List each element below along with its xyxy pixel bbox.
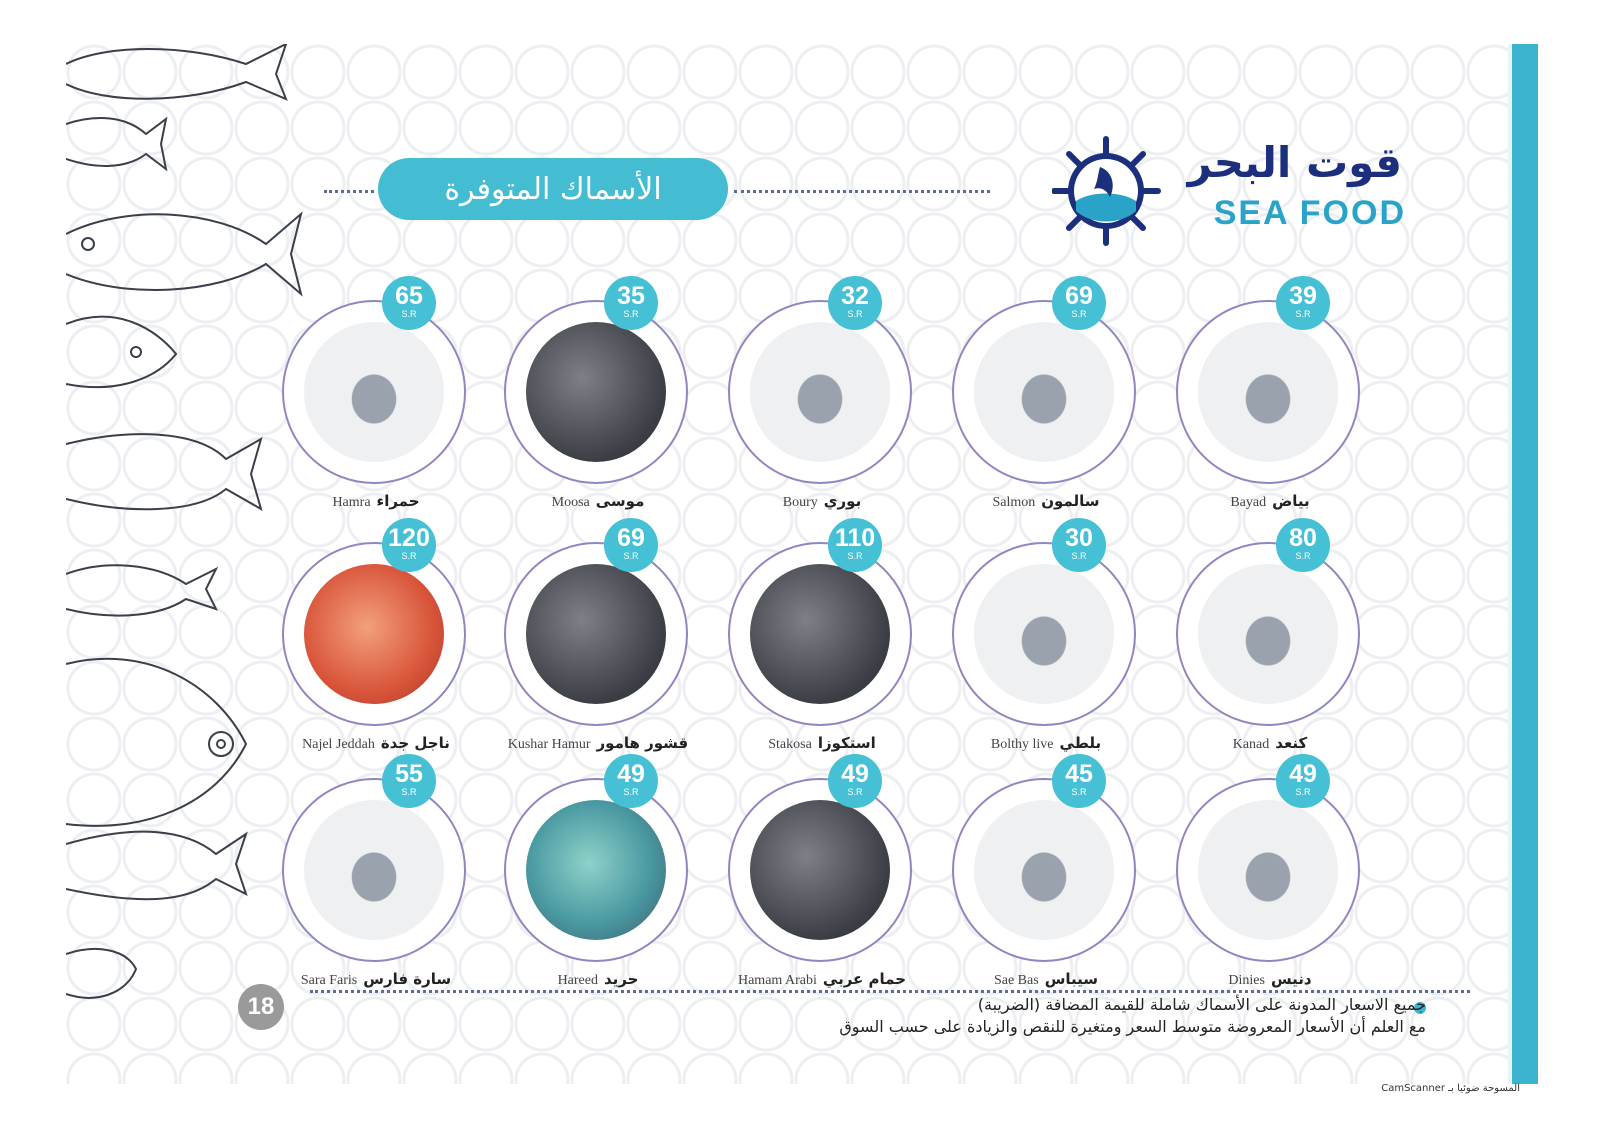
fish-name-arabic: حريد — [603, 970, 639, 988]
fish-card — [946, 754, 1146, 994]
fish-name-arabic: حمراء — [376, 492, 420, 510]
fish-name-arabic: ناجل جدة — [380, 734, 450, 752]
price-value: 69 — [617, 524, 645, 552]
fish-name-arabic: بلطي — [1059, 734, 1102, 752]
price-value: 120 — [388, 524, 430, 552]
price-value: 45 — [1065, 760, 1093, 788]
right-color-band — [1512, 44, 1538, 1084]
fish-name-english: Kanad — [1232, 737, 1270, 752]
fish-name-english: Boury — [782, 495, 818, 510]
scanner-watermark: المسوحة ضوئيا بـ CamScanner — [1381, 1083, 1520, 1094]
price-value: 49 — [1289, 760, 1317, 788]
fish-label — [276, 734, 476, 753]
fish-card — [1170, 754, 1370, 994]
fish-label — [946, 734, 1146, 753]
fish-card — [946, 276, 1146, 516]
price-note-line-2: مع العلم أن الأسعار المعروضة متوسط السعر ومتغيرة للنقص والزيادة على حسب السوق — [839, 1017, 1426, 1036]
fish-photo — [304, 800, 444, 940]
fish-name-english: Moosa — [551, 495, 590, 510]
fish-photo — [304, 564, 444, 704]
price-currency: S.R — [1071, 787, 1087, 797]
fish-photo — [526, 564, 666, 704]
fish-card — [498, 518, 698, 758]
fish-label — [946, 970, 1146, 989]
fish-name-english: Sae Bas — [993, 973, 1039, 988]
price-badge — [828, 754, 882, 808]
price-badge — [828, 276, 882, 330]
fish-photo — [526, 322, 666, 462]
price-value: 110 — [834, 524, 876, 552]
fish-photo — [1198, 564, 1338, 704]
page-title: الأسماك المتوفرة — [378, 158, 728, 220]
fish-name-arabic: سالمون — [1041, 492, 1100, 510]
fish-name-english: Najel Jeddah — [302, 737, 375, 752]
price-currency: S.R — [1071, 309, 1087, 319]
fish-card — [722, 518, 922, 758]
fish-name-english: Bolthy live — [990, 737, 1054, 752]
price-currency: S.R — [1071, 551, 1087, 561]
fish-name-arabic: سيباس — [1044, 970, 1099, 988]
price-value: 32 — [841, 282, 869, 310]
fish-name-english: Hareed — [557, 973, 598, 988]
fish-photo — [1198, 800, 1338, 940]
fish-photo — [974, 564, 1114, 704]
price-badge — [382, 518, 436, 572]
fish-label — [498, 734, 698, 753]
price-badge — [1276, 276, 1330, 330]
fish-card — [276, 754, 476, 994]
price-value: 80 — [1289, 524, 1317, 552]
price-currency: S.R — [401, 309, 417, 319]
fish-card — [498, 754, 698, 994]
price-badge — [1052, 518, 1106, 572]
price-currency: S.R — [401, 787, 417, 797]
fish-card — [276, 518, 476, 758]
price-currency: S.R — [1295, 551, 1311, 561]
page-number: 18 — [238, 984, 284, 1030]
price-value: 39 — [1289, 282, 1317, 310]
fish-name-arabic: موسى — [595, 492, 645, 510]
price-currency: S.R — [847, 551, 863, 561]
price-currency: S.R — [847, 787, 863, 797]
price-currency: S.R — [623, 551, 639, 561]
fish-label — [722, 734, 922, 753]
price-currency: S.R — [1295, 309, 1311, 319]
fish-label — [1170, 970, 1370, 989]
fish-name-english: Hamra — [332, 495, 371, 510]
fish-photo — [304, 322, 444, 462]
brand-name-english: SEA FOOD — [1213, 194, 1406, 232]
brand-name-arabic: قوت البحر — [1187, 138, 1402, 187]
fish-label — [722, 492, 922, 511]
price-value: 49 — [617, 760, 645, 788]
fish-name-english: Dinies — [1228, 973, 1265, 988]
fish-name-english: Bayad — [1230, 495, 1267, 510]
price-value: 35 — [617, 282, 645, 310]
fish-card — [276, 276, 476, 516]
price-badge — [1052, 754, 1106, 808]
fish-label — [276, 492, 476, 511]
footer-dots — [310, 990, 1470, 993]
fish-label — [722, 970, 922, 989]
fish-label — [276, 970, 476, 989]
fish-name-english: Kushar Hamur — [507, 737, 591, 752]
fish-photo — [974, 322, 1114, 462]
fish-photo — [750, 322, 890, 462]
price-currency: S.R — [623, 309, 639, 319]
price-value: 69 — [1065, 282, 1093, 310]
fish-card — [1170, 276, 1370, 516]
fish-name-arabic: دنيس — [1270, 970, 1312, 988]
fish-card — [498, 276, 698, 516]
fish-name-arabic: قشور هامور — [596, 734, 689, 752]
price-note — [756, 994, 1426, 1038]
fish-photo — [1198, 322, 1338, 462]
title-dots-right — [734, 190, 990, 193]
menu-page — [66, 44, 1538, 1084]
fish-name-english: Stakosa — [768, 737, 812, 752]
price-badge — [604, 518, 658, 572]
price-badge — [604, 754, 658, 808]
fish-photo — [974, 800, 1114, 940]
price-badge — [382, 276, 436, 330]
fish-label — [1170, 734, 1370, 753]
fish-name-arabic: بوري — [823, 492, 862, 510]
fish-name-arabic: سارة فارس — [363, 970, 452, 988]
fish-name-english: Sara Faris — [300, 973, 358, 988]
price-currency: S.R — [1295, 787, 1311, 797]
price-badge — [604, 276, 658, 330]
fish-name-arabic: بياض — [1272, 492, 1310, 510]
price-note-line-1: جميع الاسعار المدونة على الأسماك شاملة للقيمة المضافة (الضريبة) — [977, 995, 1426, 1014]
fish-card — [946, 518, 1146, 758]
price-currency: S.R — [623, 787, 639, 797]
fish-card — [722, 276, 922, 516]
fish-card — [1170, 518, 1370, 758]
price-currency: S.R — [401, 551, 417, 561]
fish-photo — [526, 800, 666, 940]
price-value: 55 — [395, 760, 423, 788]
fish-card — [722, 754, 922, 994]
price-badge — [1276, 754, 1330, 808]
fish-name-arabic: كنعد — [1275, 734, 1308, 752]
price-badge — [1052, 276, 1106, 330]
price-value: 65 — [395, 282, 423, 310]
fish-label — [1170, 492, 1370, 511]
fish-name-arabic: استكوزا — [817, 734, 876, 752]
price-badge — [1276, 518, 1330, 572]
price-currency: S.R — [847, 309, 863, 319]
price-badge — [382, 754, 436, 808]
price-badge — [828, 518, 882, 572]
title-dots-left — [324, 190, 374, 193]
price-value: 49 — [841, 760, 869, 788]
fish-label — [946, 492, 1146, 511]
fish-name-arabic: حمام عربي — [822, 970, 907, 988]
fish-label — [498, 970, 698, 989]
fish-label — [498, 492, 698, 511]
fish-name-english: Hamam Arabi — [737, 973, 817, 988]
price-value: 30 — [1065, 524, 1093, 552]
fish-photo — [750, 564, 890, 704]
fish-name-english: Salmon — [992, 495, 1036, 510]
fish-photo — [750, 800, 890, 940]
